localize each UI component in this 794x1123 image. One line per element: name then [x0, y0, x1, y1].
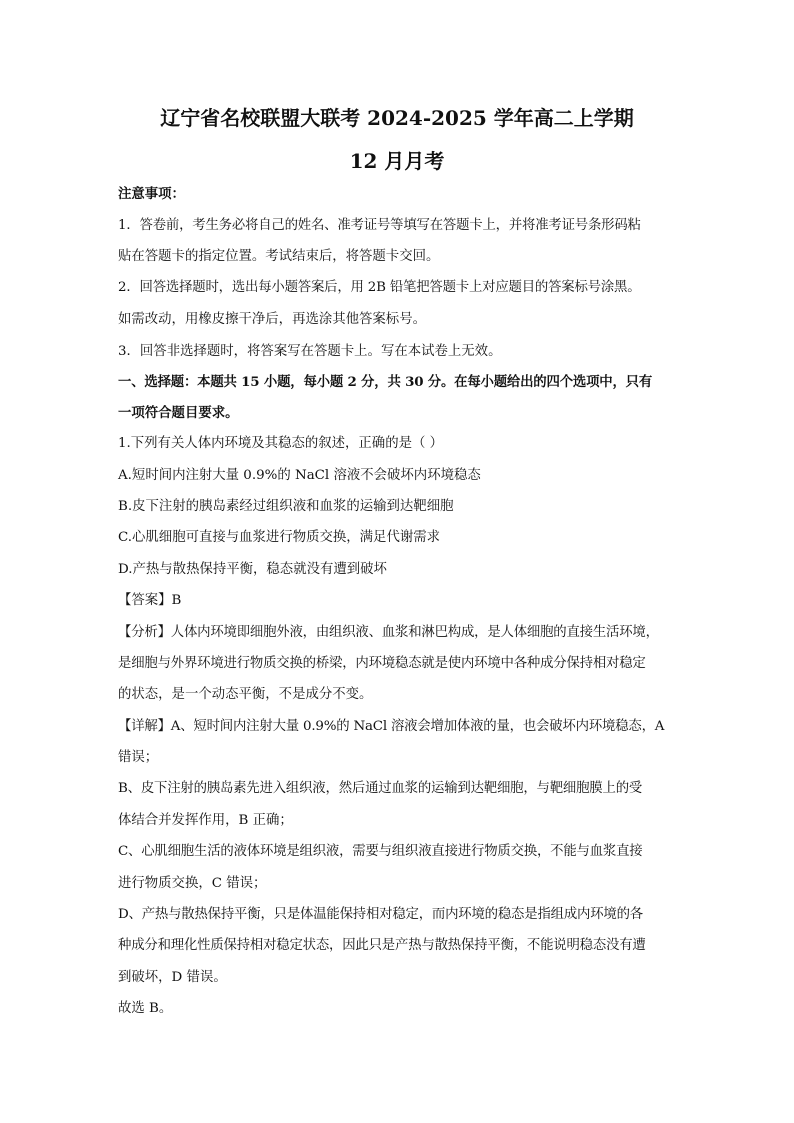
detail-line: 到破坏，D 错误。 [118, 970, 227, 985]
detail-line: 故选 B。 [118, 1001, 173, 1016]
section-heading: 一项符合题目要求。 [118, 405, 239, 421]
page-title: 辽宁省名校联盟大联考 2024-2025 学年高二上学期 [160, 106, 634, 130]
detail-line: B、皮下注射的胰岛素先进入组织液，然后通过血浆的运输到达靶细胞，与靶细胞膜上的受 [118, 781, 643, 796]
notice-line: 如需改动，用橡皮擦干净后，再选涂其他答案标号。 [118, 312, 426, 327]
detail-line: 【详解】A、短时间内注射大量 0.9%的 NaCl 溶液会增加体液的量，也会破坏内环境稳态，A [118, 719, 665, 734]
page-subtitle: 12 月月考 [349, 149, 445, 173]
detail-line: 体结合并发挥作用，B 正确； [118, 813, 293, 828]
detail-line: C、心肌细胞生活的液体环境是组织液，需要与组织液直接进行物质交换，不能与血浆直接 [118, 844, 643, 859]
option-b: B.皮下注射的胰岛素经过组织液和血浆的运输到达靶细胞 [118, 499, 454, 514]
notice-line: 2．回答选择题时，选出每小题答案后，用 2B 铅笔把答题卡上对应题目的答案标号涂黑。 [118, 280, 641, 295]
section-heading: 一、选择题：本题共 15 小题，每小题 2 分，共 30 分。在每小题给出的四个选项中，只有 [118, 374, 653, 390]
notice-heading: 注意事项： [118, 186, 185, 202]
notice-line: 贴在答题卡的指定位置。考试结束后，将答题卡交回。 [118, 249, 440, 264]
detail-line: 种成分和理化性质保持相对稳定状态，因此只是产热与散热保持平衡，不能说明稳态没有遭 [118, 938, 646, 953]
analysis-line: 的状态，是一个动态平衡，不是成分不变。 [118, 687, 373, 702]
question-stem: 1.下列有关人体内环境及其稳态的叙述，正确的是（ ） [118, 436, 444, 451]
analysis-line: 是细胞与外界环境进行物质交换的桥梁，内环境稳态就是使内环境中各种成分保持相对稳定 [118, 656, 646, 671]
detail-line: 错误； [118, 750, 159, 765]
option-c: C.心肌细胞可直接与血浆进行物质交换，满足代谢需求 [118, 530, 441, 545]
option-a: A.短时间内注射大量 0.9%的 NaCl 溶液不会破坏内环境稳态 [118, 468, 481, 483]
option-d: D.产热与散热保持平衡，稳态就没有遭到破坏 [118, 562, 387, 577]
notice-line: 1．答卷前，考生务必将自己的姓名、准考证号等填写在答题卡上，并将准考证号条形码粘 [118, 218, 641, 233]
answer-label: 【答案】B [118, 593, 182, 608]
analysis-line: 【分析】人体内环境即细胞外液，由组织液、血浆和淋巴构成，是人体细胞的直接生活环境， [118, 625, 659, 640]
detail-line: 进行物质交换，C 错误； [118, 876, 267, 891]
notice-line: 3．回答非选择题时，将答案写在答题卡上。写在本试卷上无效。 [118, 344, 502, 359]
detail-line: D、产热与散热保持平衡，只是体温能保持相对稳定，而内环境的稳态是指组成内环境的各 [118, 907, 643, 922]
